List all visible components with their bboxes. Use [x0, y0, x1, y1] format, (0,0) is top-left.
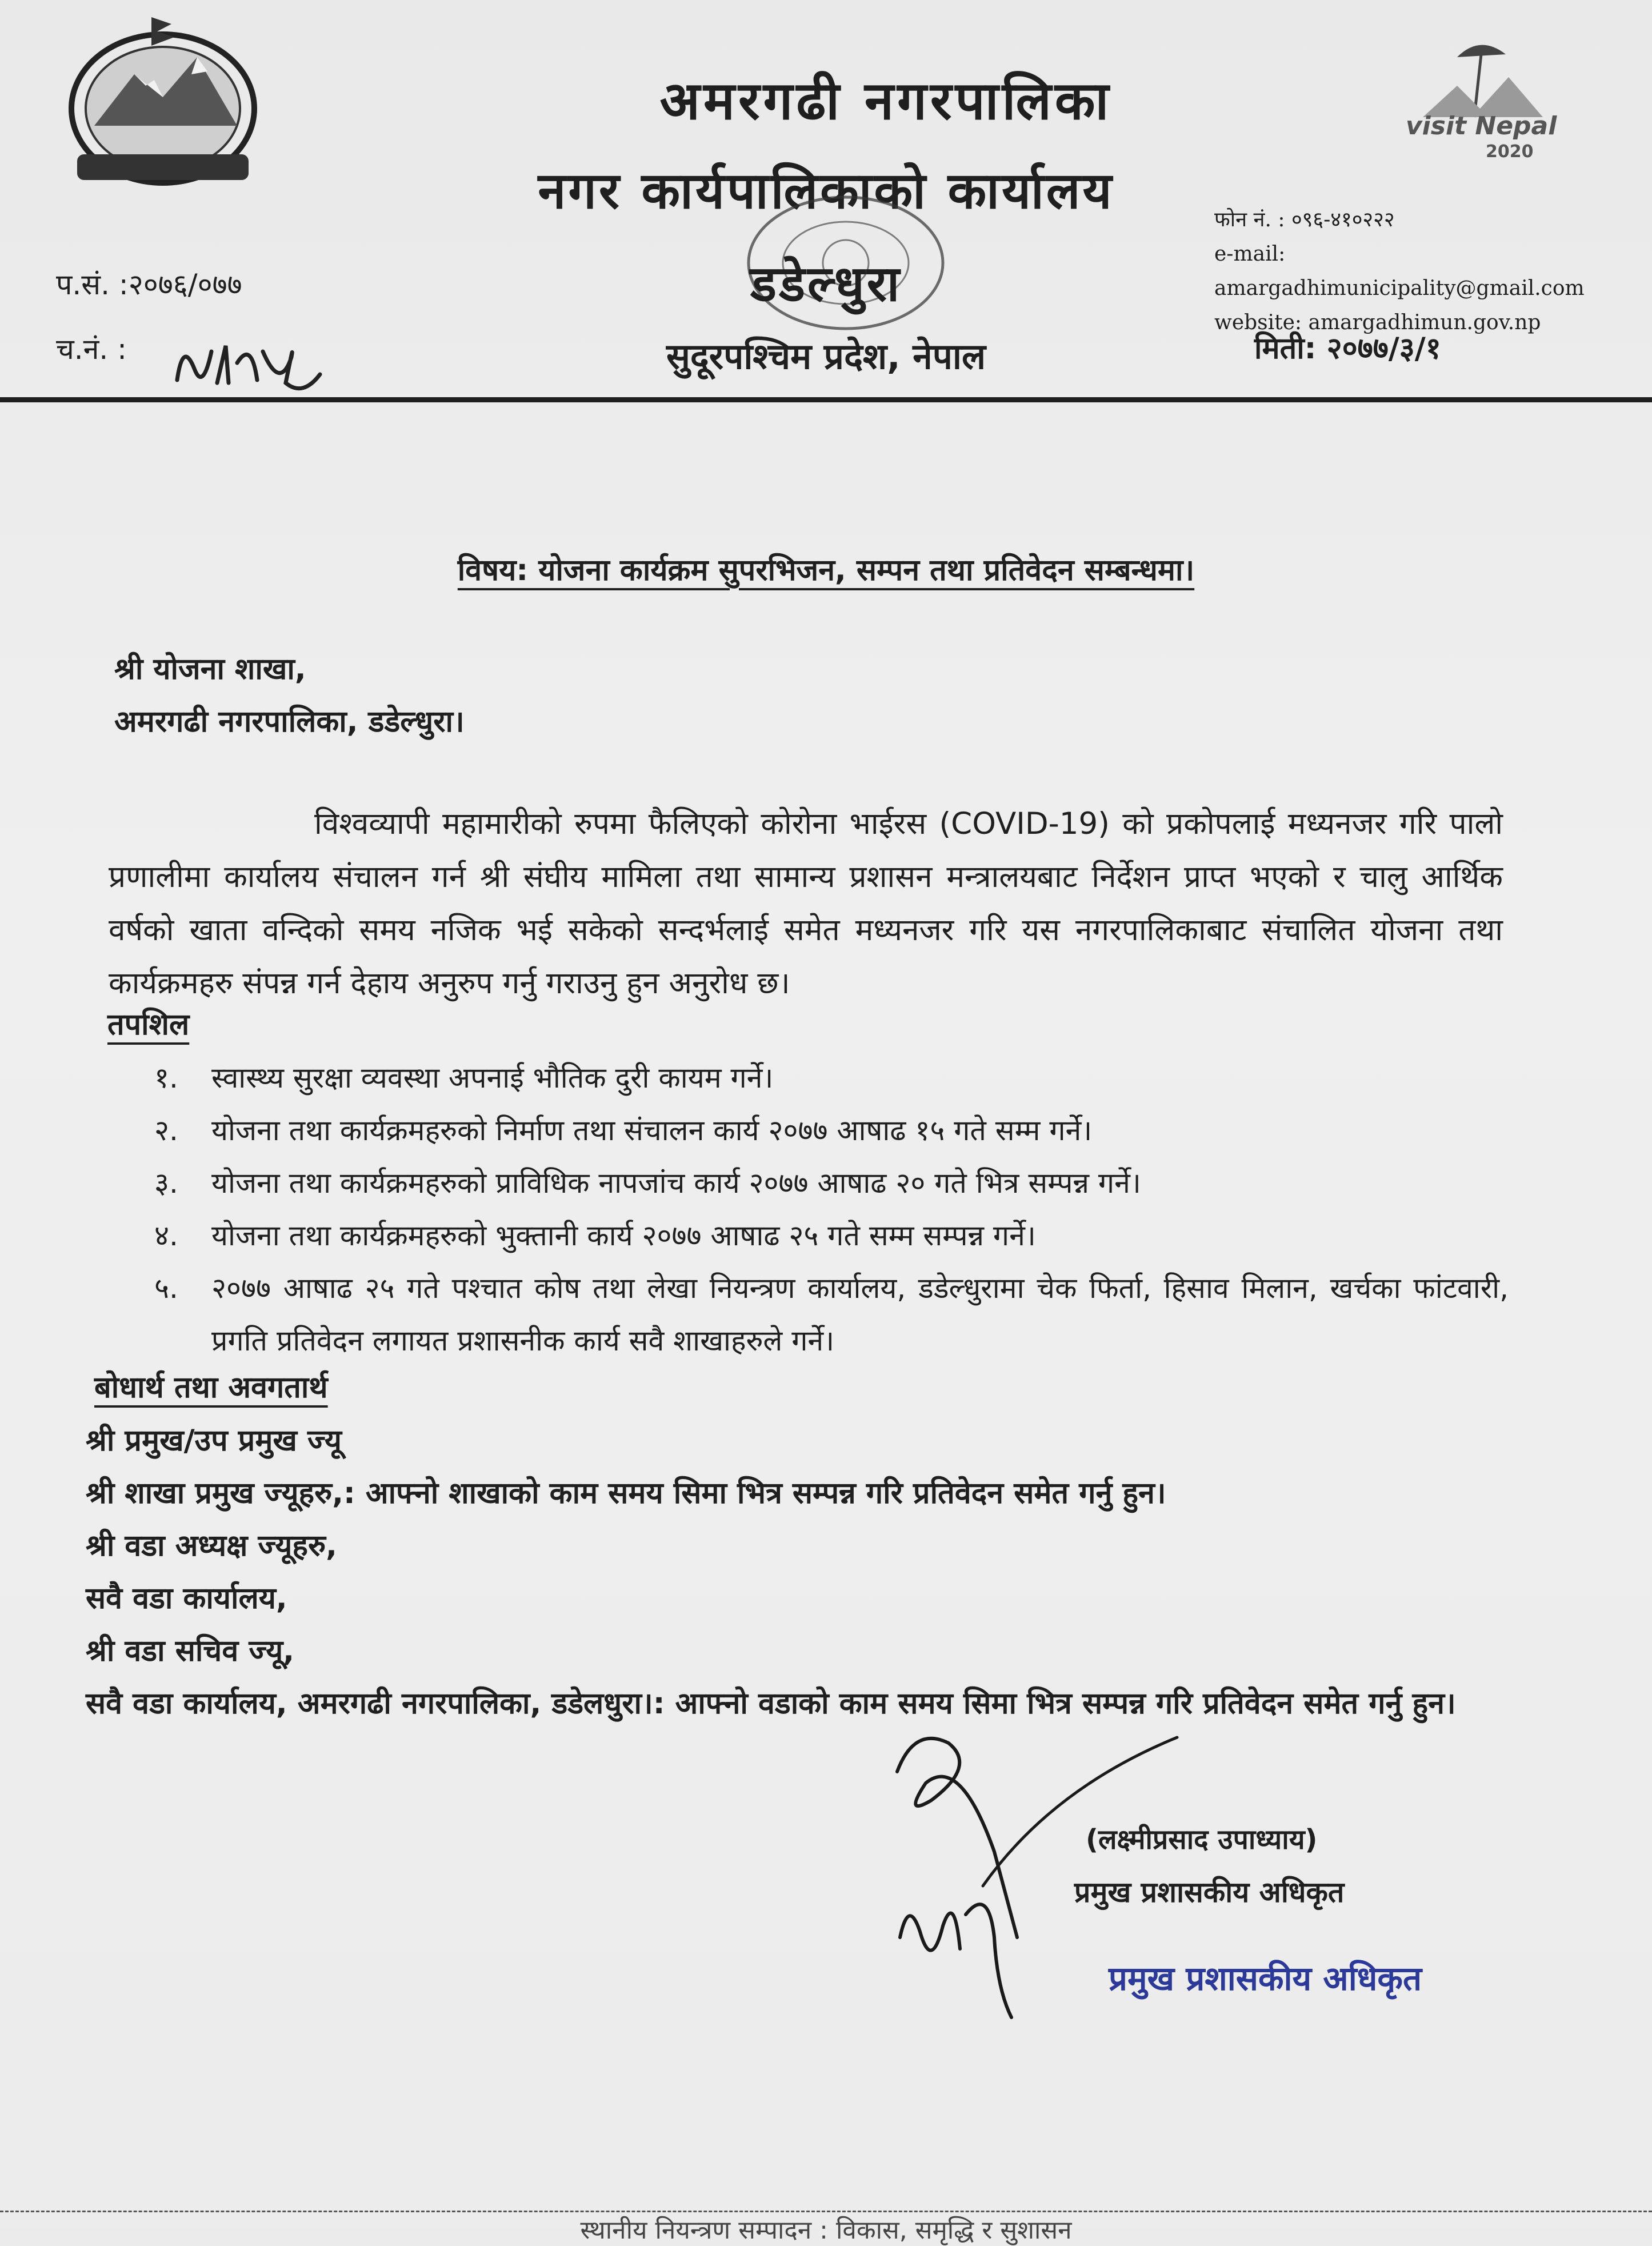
- list-item-text: योजना तथा कार्यक्रमहरुको भुक्तानी कार्य २०७७ आषाढ २५ गते सम्म सम्पन्न गर्ने।: [211, 1219, 1036, 1252]
- list-item-number: १.: [154, 1061, 178, 1094]
- details-list: [154, 1052, 1509, 1367]
- list-item-text: योजना तथा कार्यक्रमहरुको निर्माण तथा संचालन कार्य २०७७ आषाढ १५ गते सम्म गर्ने।: [211, 1114, 1093, 1147]
- letter-body: विश्वव्यापी महामारीको रुपमा फैलिएको कोरोना भाईरस (COVID-19) को प्रकोपलाई मध्यनजर गरि पालो प्रणालीमा कार्यालय संचालन गर्न श्री संघीय मामिला तथा सामान्य प्रशासन मन्त्रालयबाट निर्देशन प्राप्त भएको र चालु आर्थिक वर्षको खाता वन्दिको समय नजिक भई सकेको सन्दर्भलाई समेत मध्यनजर गरि यस नगरपालिकाबाट संचालित योजना तथा कार्यक्रमहरु संपन्न गर्न देहाय अनुरुप गर्नु गराउनु हुन अनुरोध छ।: [109, 806, 1503, 1001]
- list-item: [154, 1104, 1509, 1157]
- cc-line-5: श्री वडा सचिव ज्यू,: [86, 1634, 295, 1668]
- email-address: e-mail: amargadhimunicipality@gmail.com: [1214, 242, 1585, 300]
- list-item: [154, 1262, 1509, 1367]
- list-item-number: ५.: [154, 1272, 178, 1305]
- municipality-name: अमरगढी नगरपालिका: [659, 70, 1113, 131]
- cc-block: [86, 1414, 1514, 1730]
- list-item: [154, 1209, 1509, 1262]
- cc-line-2: श्री शाखा प्रमुख ज्यूहरु,: आफ्नो शाखाको काम समय सिमा भित्र सम्पन्न गरि प्रतिवेदन समेत गर्नु हुन।: [86, 1476, 1166, 1510]
- addressee-block: [114, 643, 465, 748]
- signatory-stamp: प्रमुख प्रशासकीय अधिकृत: [1109, 1959, 1422, 1998]
- reference-number: प.सं. :२०७६/०७७: [56, 268, 242, 301]
- cc-line-3: श्री वडा अध्यक्ष ज्यूहरु,: [86, 1529, 337, 1563]
- cc-line-6: सवै वडा कार्यालय, अमरगढी नगरपालिका, डडेलधुरा।: आफ्नो वडाको काम समय सिमा भित्र सम्पन्न गरि प्रतिवेदन समेत गर्नु हुन।: [86, 1687, 1456, 1721]
- list-item-number: ३.: [154, 1166, 178, 1200]
- signatory-title: प्रमुख प्रशासकीय अधिकृत: [1074, 1876, 1345, 1909]
- details-heading: तपशिल: [107, 1008, 190, 1042]
- office-name: नगर कार्यपालिकाको कार्यालय: [538, 161, 1114, 220]
- visit-nepal-text: visit Nepal: [1406, 111, 1557, 141]
- visit-nepal-year: 2020: [1486, 142, 1534, 162]
- cc-line-4: सवै वडा कार्यालय,: [86, 1581, 287, 1616]
- addressee-line-2: अमरगढी नगरपालिका, डडेल्धुरा।: [114, 705, 465, 739]
- cc-line-1: श्री प्रमुख/उप प्रमुख ज्यू: [86, 1424, 342, 1458]
- list-item-number: ४.: [154, 1219, 178, 1252]
- list-item-number: २.: [154, 1114, 178, 1147]
- dispatch-number-handwritten: [171, 329, 331, 397]
- dispatch-number-label: च.नं. :: [56, 333, 127, 366]
- list-item: [154, 1157, 1509, 1209]
- website-address: website: amargadhimun.gov.np: [1214, 311, 1541, 334]
- subject-text: विषय: योजना कार्यक्रम सुपरभिजन, सम्पन तथा प्रतिवेदन सम्बन्धमा।: [457, 553, 1195, 588]
- cc-heading: बोधार्थ तथा अवगतार्थ: [94, 1370, 328, 1405]
- list-item-text: योजना तथा कार्यक्रमहरुको प्राविधिक नापजांच कार्य २०७७ आषाढ २० गते भित्र सम्पन्न गर्ने।: [211, 1166, 1141, 1200]
- addressee-line-1: श्री योजना शाखा,: [114, 652, 306, 686]
- phone-number: फोन नं. : ०९६-४१०२२२: [1214, 208, 1395, 231]
- contact-block: [1214, 203, 1652, 340]
- header-divider: [0, 397, 1652, 402]
- list-item-text: २०७७ आषाढ २५ गते पश्चात कोष तथा लेखा नियन्त्रण कार्यालय, डडेल्धुरामा चेक फिर्ता, हिसाव मिलान, खर्चका फांटवारी, प्रगति प्रतिवेदन लगायत प्रशासनीक कार्य सवै शाखाहरुले गर्ने।: [211, 1272, 1509, 1357]
- subject-line: [0, 549, 1652, 589]
- letter-date: मिती: २०७७/३/१: [1254, 331, 1441, 366]
- list-item-text: स्वास्थ्य सुरक्षा व्यवस्था अपनाई भौतिक दुरी कायम गर्ने।: [211, 1061, 774, 1094]
- province-name: सुदूरपश्चिम प्रदेश, नेपाल: [666, 335, 986, 377]
- district-name: डडेल्धुरा: [750, 255, 902, 313]
- list-item: [154, 1052, 1509, 1104]
- footer-motto: स्थानीय नियन्त्रण सम्पादन : विकास, समृद्धि र सुशासन: [580, 2216, 1072, 2245]
- signatory-name: (लक्ष्मीप्रसाद उपाध्याय): [1086, 1824, 1318, 1856]
